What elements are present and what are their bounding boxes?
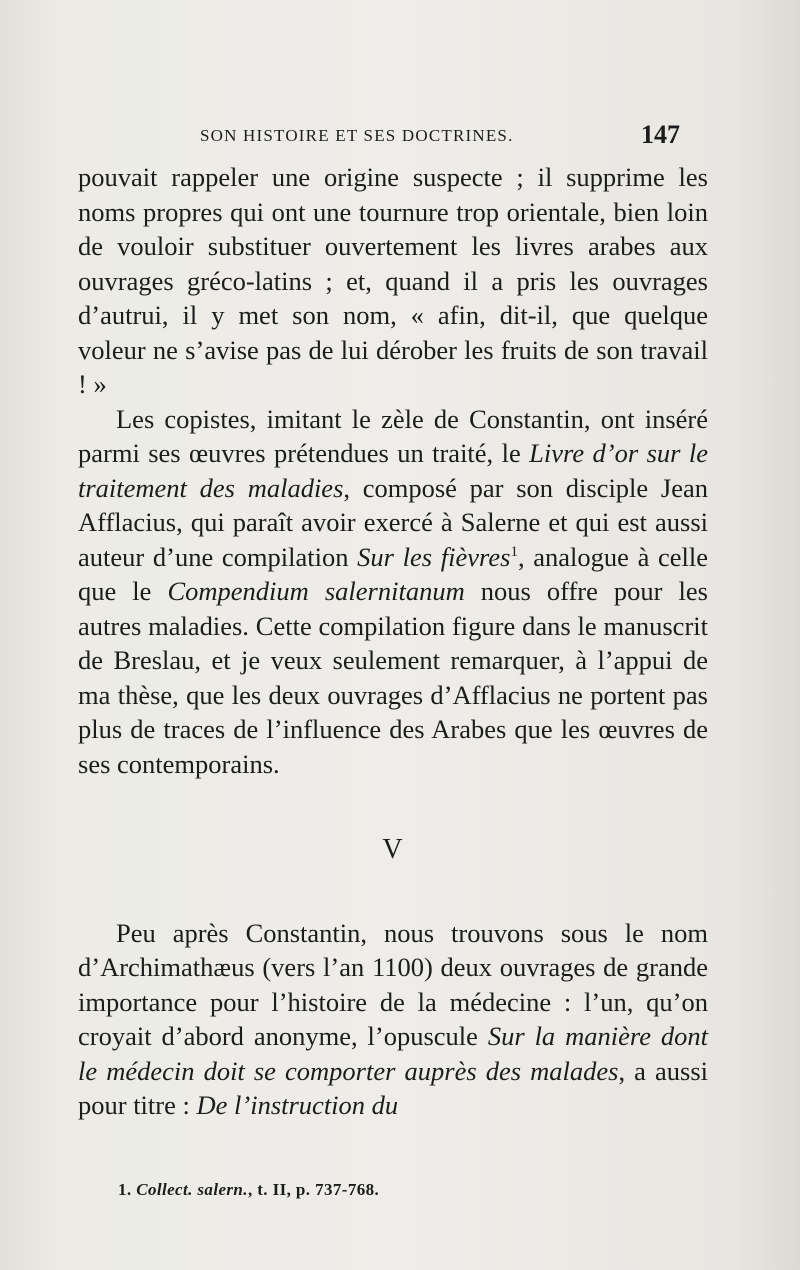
title-compendium-salernitanum: Compendium salernitanum (167, 576, 465, 606)
footnote (118, 1180, 379, 1200)
paragraph-1-text: pouvait rappeler une origine suspecte ; il supprime les noms propres qui ont une tournure trop orientale, bien loin de vouloir substituer ouvertement les livres arabes aux ouvrages gréco-latins ; et, quand il a pris les ouvrages d’autrui, il y met son nom, « afin, dit-il, que quelque voleur ne s’avise pas de lui dérober les fruits de son travail ! » (78, 162, 708, 399)
paragraph-3 (78, 916, 708, 1123)
body-text (78, 160, 708, 1123)
running-title: SON HISTOIRE ET SES DOCTRINES. (200, 126, 514, 145)
page-header (190, 120, 680, 154)
paragraph-2-text-1: Les copistes, imitant le zèle de Constantin, ont inséré parmi ses œuvres prétendues un traité, le (78, 403, 708, 468)
paragraph-2-text-4: nous offre pour les autres maladies. Cette compilation figure dans le manuscrit de Breslau, et je veux seulement remarquer, à l’appui de ma thèse, que les deux ouvrages d’Afflacius ne portent pas plus de traces de l’influence des Arabes que les œuvres de ses contemporains. (78, 576, 708, 779)
title-maniere-medecin: Sur la manière dont le médecin doit se comporter auprès des malades (78, 1021, 708, 1086)
footnote-reference: 1 (510, 543, 518, 560)
footnote-number: 1. (118, 1180, 132, 1199)
paragraph-2-text-3: , analogue à celle que le (78, 541, 709, 606)
footnote-source: Collect. salern. (136, 1180, 248, 1199)
title-de-linstruction: De l’instruction du (196, 1090, 399, 1120)
section-heading: V (382, 834, 404, 865)
footnote-citation: , t. II, p. 737-768. (247, 1180, 380, 1199)
paragraph-3-text-1: Peu après Constantin, nous trouvons sous le nom d’Archimathæus (vers l’an 1100) deux ouvrages de grande importance pour l’histoire de la médecine : l’un, qu’on croyait d’abord anonyme, l’opuscule (78, 917, 708, 1051)
paragraph-2 (78, 402, 708, 782)
page-number: 147 (641, 120, 680, 149)
paragraph-3-text-2: , a aussi pour titre : (78, 1055, 708, 1120)
paragraph-2-text-2: , composé par son disciple Jean Afflacius, qui paraît avoir exercé à Salerne et qui est aussi auteur d’une compilation (78, 472, 708, 572)
paragraph-1 (78, 160, 708, 402)
title-sur-les-fievres: Sur les fièvres (357, 541, 511, 572)
title-livre-dor: Livre d’or sur le traitement des maladies (78, 438, 708, 503)
